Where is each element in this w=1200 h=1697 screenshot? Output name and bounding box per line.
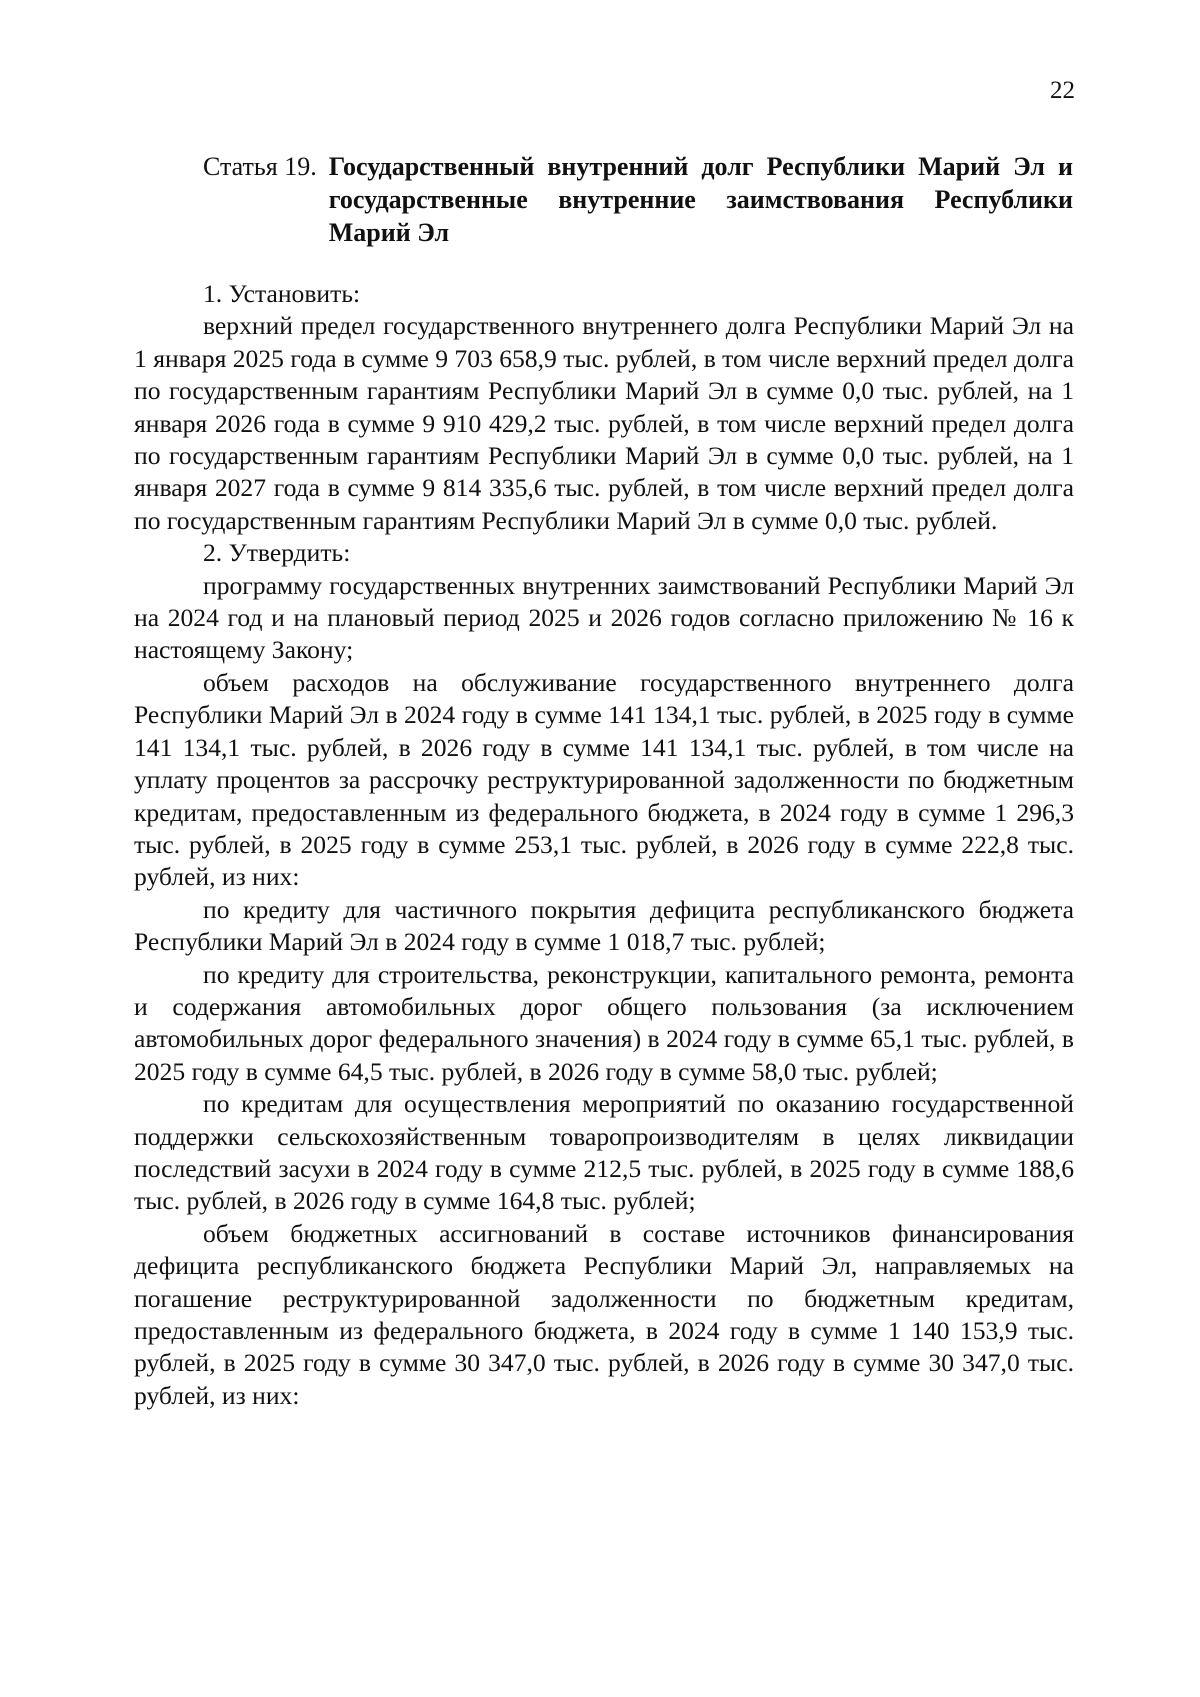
paragraph-road-credit: по кредиту для строительства, реконструкции, капитального ремонта, ремонта и содержания автомобильных дорог общего пользования (за исключением автомобильных дорог федерального значения) в 2024 году в сумме 65,1 тыс. рублей, в 2025 году в сумме 64,5 тыс. рублей, в 2026 году в сумме 58,0 тыс. рублей; — [134, 959, 1074, 1086]
paragraph-drought-credit: по кредитам для осуществления мероприятий по оказанию государственной поддержки сельскохозяйственным товаропроизводителям в целях ликвидации последствий засухи в 2024 году в сумме 212,5 тыс. рублей, в 2025 году в сумме 188,6 тыс. рублей, в 2026 году в сумме 164,8 тыс. рублей; — [134, 1089, 1074, 1216]
page-number: 22 — [1050, 77, 1075, 104]
paragraph-repayment-allocations: объем бюджетных ассигнований в составе источников финансирования дефицита республиканского бюджета Республики Марий Эл, направляемых на погашение реструктурированной задолженности по бюджетным кредитам, предоставленным из федерального бюджета, в 2024 году в сумме 1 140 153,9 тыс. рублей, в 2025 году в сумме 30 347,0 тыс. рублей, в 2026 году в сумме 30 347,0 тыс. рублей, из них: — [134, 1218, 1074, 1410]
paragraph-debt-service-expenses: объем расходов на обслуживание государственного внутреннего долга Республики Марий Эл в 2024 году в сумме 141 134,1 тыс. рублей, в 2025 году в сумме 141 134,1 тыс. рублей, в 2026 году в сумме 141 134,1 тыс. рублей, в том числе на уплату процентов за рассрочку реструктурированной задолженности по бюджетным кредитам, предоставленным из федерального бюджета, в 2024 году в сумме 1 296,3 тыс. рублей, в 2025 году в сумме 253,1 тыс. рублей, в 2026 году в сумме 222,8 тыс. рублей, из них: — [134, 667, 1074, 892]
paragraph-item-1-heading: 1. Установить: — [203, 279, 361, 308]
paragraph-item-2-heading: 2. Утвердить: — [203, 538, 351, 568]
paragraph-deficit-credit: по кредиту для частичного покрытия дефицита республиканского бюджета Республики Марий Эл в 2024 году в сумме 1 018,7 тыс. рублей; — [134, 894, 1074, 957]
article-title: Государственный внутренний долг Республики Марий Эл и государственные внутренние заимствования Республики Марий Эл — [328, 152, 1073, 247]
document-body — [134, 278, 1074, 1412]
paragraph-debt-ceiling: верхний предел государственного внутреннего долга Республики Марий Эл на 1 января 2025 года в сумме 9 703 658,9 тыс. рублей, в том числе верхний предел долга по государственным гарантиям Республики Марий Эл в сумме 0,0 тыс. рублей, на 1 января 2026 года в сумме 9 910 429,2 тыс. рублей, в том числе верхний предел долга по государственным гарантиям Республики Марий Эл в сумме 0,0 тыс. рублей, на 1 января 2027 года в сумме 9 814 335,6 тыс. рублей, в том числе верхний предел долга по государственным гарантиям Республики Марий Эл в сумме 0,0 тыс. рублей. — [134, 311, 1074, 535]
article-label: Статья 19. — [203, 152, 317, 181]
paragraph-borrowing-program: программу государственных внутренних заимствований Республики Марий Эл на 2024 год и на плановый период 2025 и 2026 годов согласно приложению № 16 к настоящему Закону; — [134, 570, 1074, 665]
article-header — [203, 150, 1073, 249]
